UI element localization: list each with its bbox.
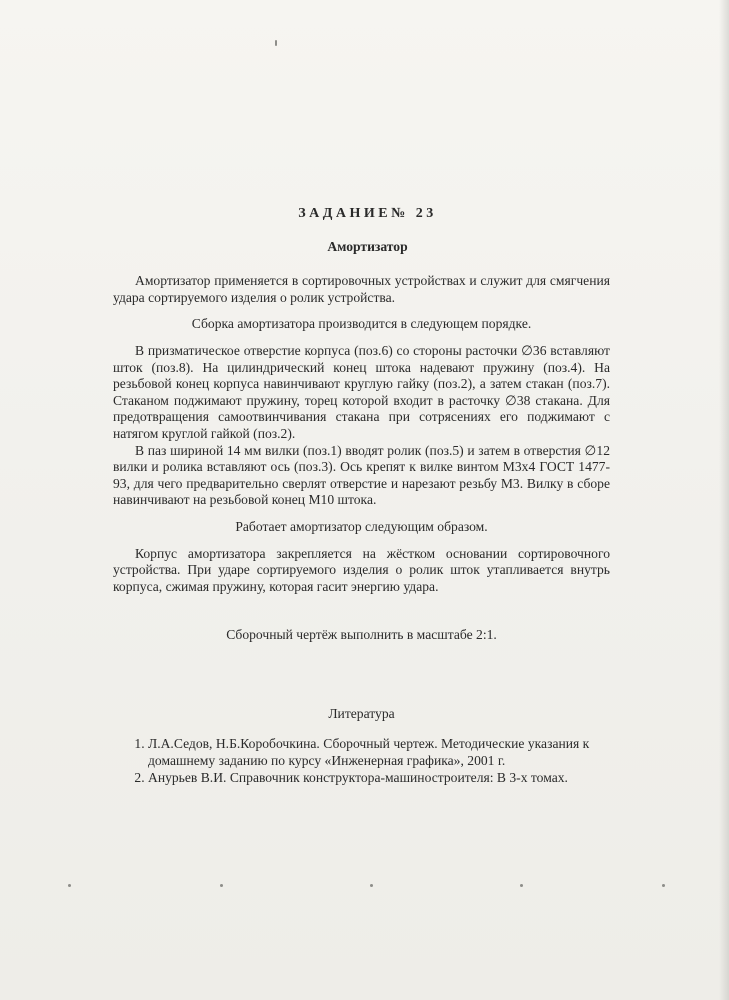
page-edge-shadow [719,0,729,1000]
scale-instruction: Сборочный чертёж выполнить в масштабе 2:1. [226,627,497,643]
literature-title: Литература [328,705,395,721]
operation-paragraph: Корпус амортизатора закрепляется на жёстком основании сортировочного устройства. При ударе сортируемого изделия о ролик шток утапливается внутрь корпуса, сжимая пружину, которая гасит энергию удара. [113,545,610,594]
assignment-subtitle: Амортизатор [327,238,408,254]
assembly-heading: Сборка амортизатора производится в следующем порядке. [191,316,532,332]
assembly-paragraph-2: В паз шириной 14 мм вилки (поз.1) вводят ролик (поз.5) и затем в отверстия ∅12 вилки и ролика вставляют ось (поз.3). Ось крепят к вилке винтом М3х4 ГОСТ 1477-93, для чего предварительно сверлят отверстие и нарезают резьбу М3. Вилку в сборе навинчивают на резьбовой конец М10 штока. [113,442,610,508]
operation-heading: Работает амортизатор следующим образом. [235,518,488,534]
scan-speck [370,884,373,887]
scan-speck [520,884,523,887]
assignment-title: ЗАДАНИЕ№ 23 [298,206,437,221]
scan-speck [275,40,277,46]
literature-item: 1. Л.А.Седов, Н.Б.Коробочкина. Сборочный чертеж. Методические указания к домашнему заданию по курсу «Инженерная графика», 2001 г. [148,736,610,769]
literature-list [113,736,610,786]
document-body [113,206,610,786]
scan-speck [662,884,665,887]
literature-item: 2. Анурьев В.И. Справочник конструктора-машиностроителя: В 3-х томах. [148,770,610,787]
scan-speck [68,884,71,887]
assembly-paragraph-1: В призматическое отверстие корпуса (поз.6) со стороны расточки ∅36 вставляют шток (поз.8). На цилиндрический конец штока надевают пружину (поз.4). На резьбовой конец корпуса навинчивают круглую гайку (поз.2), а затем стакан (поз.7). Стаканом поджимают пружину, торец которой входит в расточку ∅38 стакана. Для предотвращения самоотвинчивания стакана при сотрясениях его поджимают с натягом круглой гайкой (поз.2). [113,342,610,441]
scan-speck [220,884,223,887]
intro-paragraph: Амортизатор применяется в сортировочных устройствах и служит для смягчения удара сортируемого изделия о ролик устройства. [113,273,610,305]
